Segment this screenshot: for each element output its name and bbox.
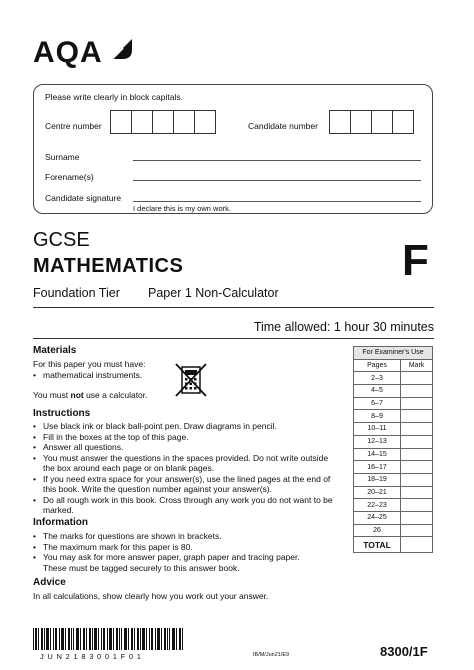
aqa-leaf-icon — [109, 36, 135, 70]
instruction-item: • If you need extra space for your answer(s), use the lined pages at the end of this book. Write the question number against your answer(s). — [43, 474, 338, 495]
instruction-item: • You must answer the questions in the spaces provided. Do not write outside the box around each page or on blank pages. — [43, 453, 338, 474]
barcode-text: J U N 2 1 8 3 0 0 1 F 0 1 — [40, 652, 142, 661]
tier-letter: F — [402, 236, 429, 285]
examiners-use-table — [353, 346, 433, 553]
information-item: • The maximum mark for this paper is 80. — [43, 542, 323, 553]
instructions-list — [33, 421, 338, 516]
instruction-item: • Use black ink or black ball-point pen. Draw diagrams in pencil. — [43, 421, 338, 432]
paper-name: Paper 1 Non-Calculator — [148, 286, 279, 300]
signature-label: Candidate signature — [45, 193, 122, 203]
aqa-logo — [33, 36, 135, 70]
barcode — [33, 628, 183, 650]
mark-cell[interactable] — [401, 473, 433, 486]
mark-cell[interactable] — [401, 372, 433, 385]
qualification-title: GCSE — [33, 229, 90, 251]
instructions-heading: Instructions — [33, 408, 91, 419]
materials-heading: Materials — [33, 345, 77, 356]
title-divider — [33, 307, 434, 308]
digit-box[interactable] — [152, 110, 174, 134]
mark-cell[interactable] — [401, 461, 433, 474]
instruction-item: • Answer all questions. — [43, 442, 338, 453]
table-title: For Examiner's Use — [354, 347, 433, 360]
subject-title: MATHEMATICS — [33, 255, 184, 277]
forenames-label: Forename(s) — [45, 172, 94, 182]
information-item: • The marks for questions are shown in brackets. — [43, 531, 323, 542]
surname-field[interactable] — [133, 160, 421, 161]
materials-intro: For this paper you must have: — [33, 359, 146, 369]
mark-cell[interactable] — [401, 397, 433, 410]
pages-cell: 16–17 — [354, 461, 401, 474]
digit-box[interactable] — [371, 110, 393, 134]
pages-cell: 4–5 — [354, 385, 401, 398]
digit-box[interactable] — [173, 110, 195, 134]
mark-cell[interactable] — [401, 524, 433, 537]
pages-cell: 10–11 — [354, 423, 401, 436]
time-divider — [33, 338, 434, 339]
centre-number-field[interactable] — [111, 110, 216, 134]
mark-cell[interactable] — [401, 448, 433, 461]
pages-cell: 24–25 — [354, 511, 401, 524]
no-calculator-icon — [174, 362, 208, 403]
forenames-field[interactable] — [133, 180, 421, 181]
pages-cell: 22–23 — [354, 499, 401, 512]
digit-box[interactable] — [350, 110, 372, 134]
reference-code: IB/M/Jun21/E9 — [253, 652, 290, 658]
digit-box[interactable] — [110, 110, 132, 134]
digit-box[interactable] — [131, 110, 153, 134]
total-mark-cell[interactable] — [401, 537, 433, 553]
materials-section — [33, 359, 173, 401]
mark-cell[interactable] — [401, 511, 433, 524]
block-capitals-instruction: Please write clearly in block capitals. — [45, 92, 183, 102]
tier-name: Foundation Tier — [33, 286, 120, 300]
information-heading: Information — [33, 517, 88, 528]
advice-heading: Advice — [33, 577, 66, 588]
pages-cell: 20–21 — [354, 486, 401, 499]
mark-cell[interactable] — [401, 499, 433, 512]
paper-code: 8300/1F — [380, 644, 428, 659]
pages-column-header: Pages — [354, 359, 401, 372]
digit-box[interactable] — [329, 110, 351, 134]
calculator-note: You must not use a calculator. — [33, 390, 148, 400]
mark-column-header: Mark — [401, 359, 433, 372]
information-list — [33, 531, 323, 573]
candidate-number-label: Candidate number — [248, 121, 318, 131]
candidate-number-field[interactable] — [330, 110, 414, 134]
pages-cell: 14–15 — [354, 448, 401, 461]
mark-cell[interactable] — [401, 423, 433, 436]
surname-label: Surname — [45, 152, 80, 162]
pages-cell: 6–7 — [354, 397, 401, 410]
materials-item: • mathematical instruments. — [43, 370, 173, 381]
pages-cell: 2–3 — [354, 372, 401, 385]
information-item: • You may ask for more answer paper, graph paper and tracing paper. These must be tagged securely to this answer book. — [43, 552, 323, 573]
total-label: TOTAL — [354, 537, 401, 553]
instructions-section — [33, 421, 338, 516]
pages-cell: 18–19 — [354, 473, 401, 486]
digit-box[interactable] — [392, 110, 414, 134]
declaration-text: I declare this is my own work. — [133, 204, 231, 213]
materials-list — [33, 370, 173, 381]
digit-box[interactable] — [194, 110, 216, 134]
signature-field[interactable] — [133, 201, 421, 202]
mark-cell[interactable] — [401, 385, 433, 398]
pages-cell: 8–9 — [354, 410, 401, 423]
instruction-item: • Fill in the boxes at the top of this page. — [43, 432, 338, 443]
pages-cell: 12–13 — [354, 435, 401, 448]
advice-text: In all calculations, show clearly how you work out your answer. — [33, 591, 269, 601]
mark-cell[interactable] — [401, 486, 433, 499]
information-section — [33, 531, 323, 573]
time-allowed: Time allowed: 1 hour 30 minutes — [253, 320, 434, 334]
mark-cell[interactable] — [401, 435, 433, 448]
instruction-item: • Do all rough work in this book. Cross through any work you do not want to be marked. — [43, 495, 338, 516]
pages-cell: 26 — [354, 524, 401, 537]
mark-cell[interactable] — [401, 410, 433, 423]
logo-text: AQA — [33, 36, 103, 69]
centre-number-label: Centre number — [45, 121, 102, 131]
